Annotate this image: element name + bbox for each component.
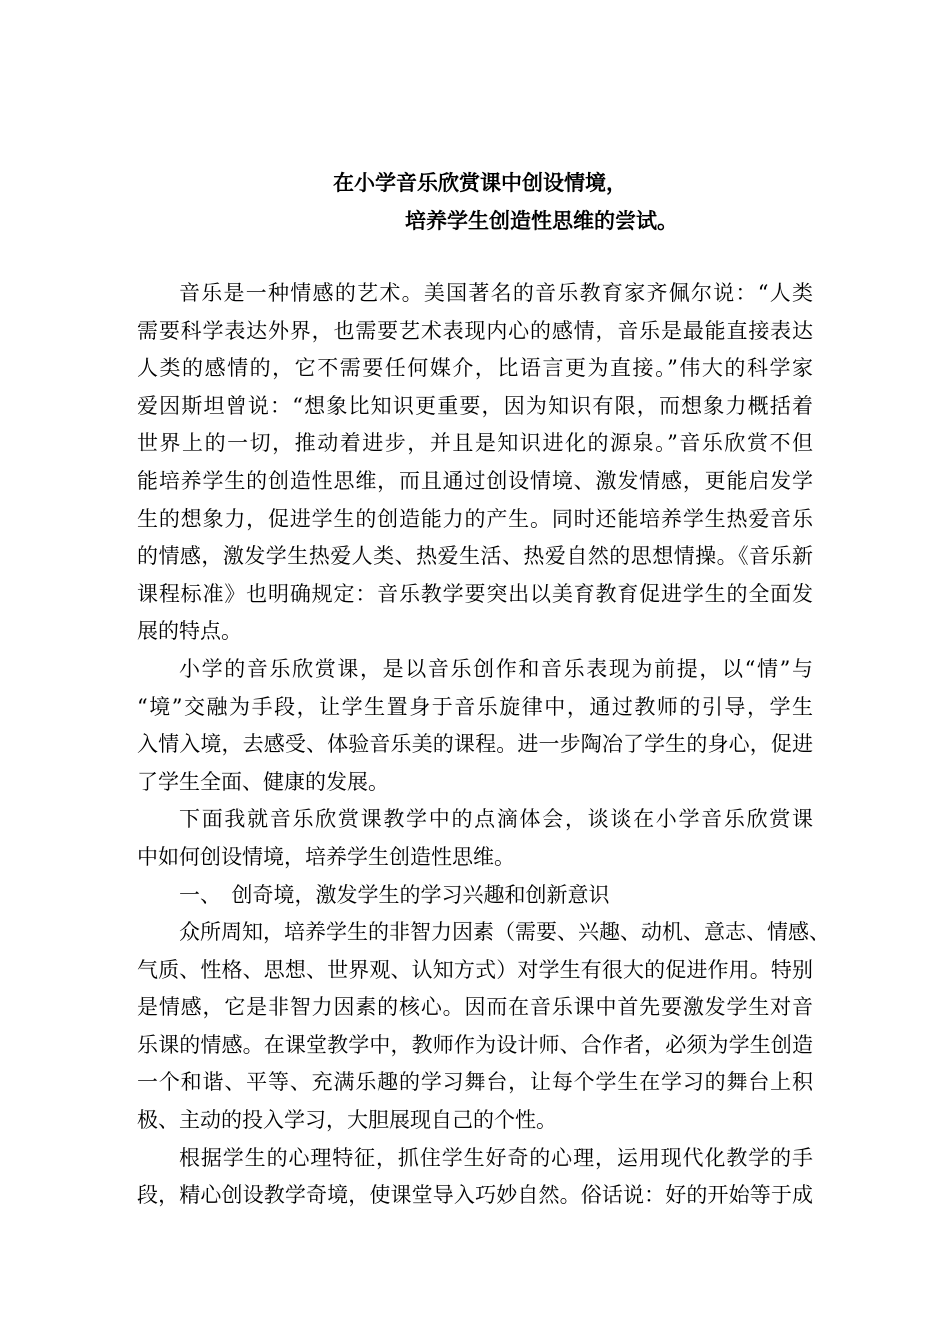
text-line: 小学的音乐欣赏课，是以音乐创作和音乐表现为前提，以“情”与	[179, 656, 813, 681]
document-title-line-2: 培养学生创造性思维的尝试。	[405, 209, 678, 233]
text-line: 气质、性格、思想、世界观、认知方式）对学生有很大的促进作用。特别	[137, 957, 813, 982]
text-line: 极、主动的投入学习，大胆展现自己的个性。	[137, 1108, 557, 1133]
document-body	[137, 275, 830, 1215]
section-heading: 一、 创奇境，激发学生的学习兴趣和创新意识	[179, 882, 610, 907]
text-line: 的情感，激发学生热爱人类、热爱生活、热爱自然的思想情操。《音乐新	[137, 544, 813, 569]
text-line: 一个和谐、平等、充满乐趣的学习舞台，让每个学生在学习的舞台上积	[137, 1070, 813, 1095]
text-line: 需要科学表达外界，也需要艺术表现内心的感情，音乐是最能直接表达	[137, 318, 813, 343]
text-line: 乐课的情感。在课堂教学中，教师作为设计师、合作者，必须为学生创造	[137, 1032, 813, 1057]
text-line: 人类的感情的，它不需要任何媒介，比语言更为直接。”伟大的科学家	[137, 356, 813, 381]
text-line: 下面我就音乐欣赏课教学中的点滴体会，谈谈在小学音乐欣赏课	[179, 807, 813, 832]
text-line: 课程标准》也明确规定：音乐教学要突出以美育教育促进学生的全面发	[137, 581, 813, 606]
text-line: 入情入境，去感受、体验音乐美的课程。进一步陶冶了学生的身心，促进	[137, 732, 813, 757]
text-line: 根据学生的心理特征，抓住学生好奇的心理，运用现代化教学的手	[179, 1145, 813, 1170]
text-line: 展的特点。	[137, 619, 242, 644]
text-line: 众所周知，培养学生的非智力因素（需要、兴趣、动机、意志、情感、	[179, 920, 830, 945]
text-line: 中如何创设情境，培养学生创造性思维。	[137, 844, 515, 869]
text-line: 爱因斯坦曾说：“想象比知识更重要，因为知识有限，而想象力概括着	[137, 393, 813, 418]
text-line: 生的想象力，促进学生的创造能力的产生。同时还能培养学生热爱音乐	[137, 506, 813, 531]
text-line: 段，精心创设教学奇境，使课堂导入巧妙自然。俗话说：好的开始等于成	[137, 1183, 813, 1208]
text-line: 能培养学生的创造性思维，而且通过创设情境、激发情感，更能启发学	[137, 468, 813, 493]
text-line: 了学生全面、健康的发展。	[137, 769, 389, 794]
text-line: 音乐是一种情感的艺术。美国著名的音乐教育家齐佩尔说：“人类	[179, 281, 813, 305]
text-line: 世界上的一切，推动着进步，并且是知识进化的源泉。”音乐欣赏不但	[137, 431, 813, 456]
text-line: 是情感，它是非智力因素的核心。因而在音乐课中首先要激发学生对音	[137, 995, 813, 1020]
text-line: “境”交融为手段，让学生置身于音乐旋律中，通过教师的引导，学生	[137, 694, 813, 719]
document-title-line-1: 在小学音乐欣赏课中创设情境，	[333, 171, 627, 195]
